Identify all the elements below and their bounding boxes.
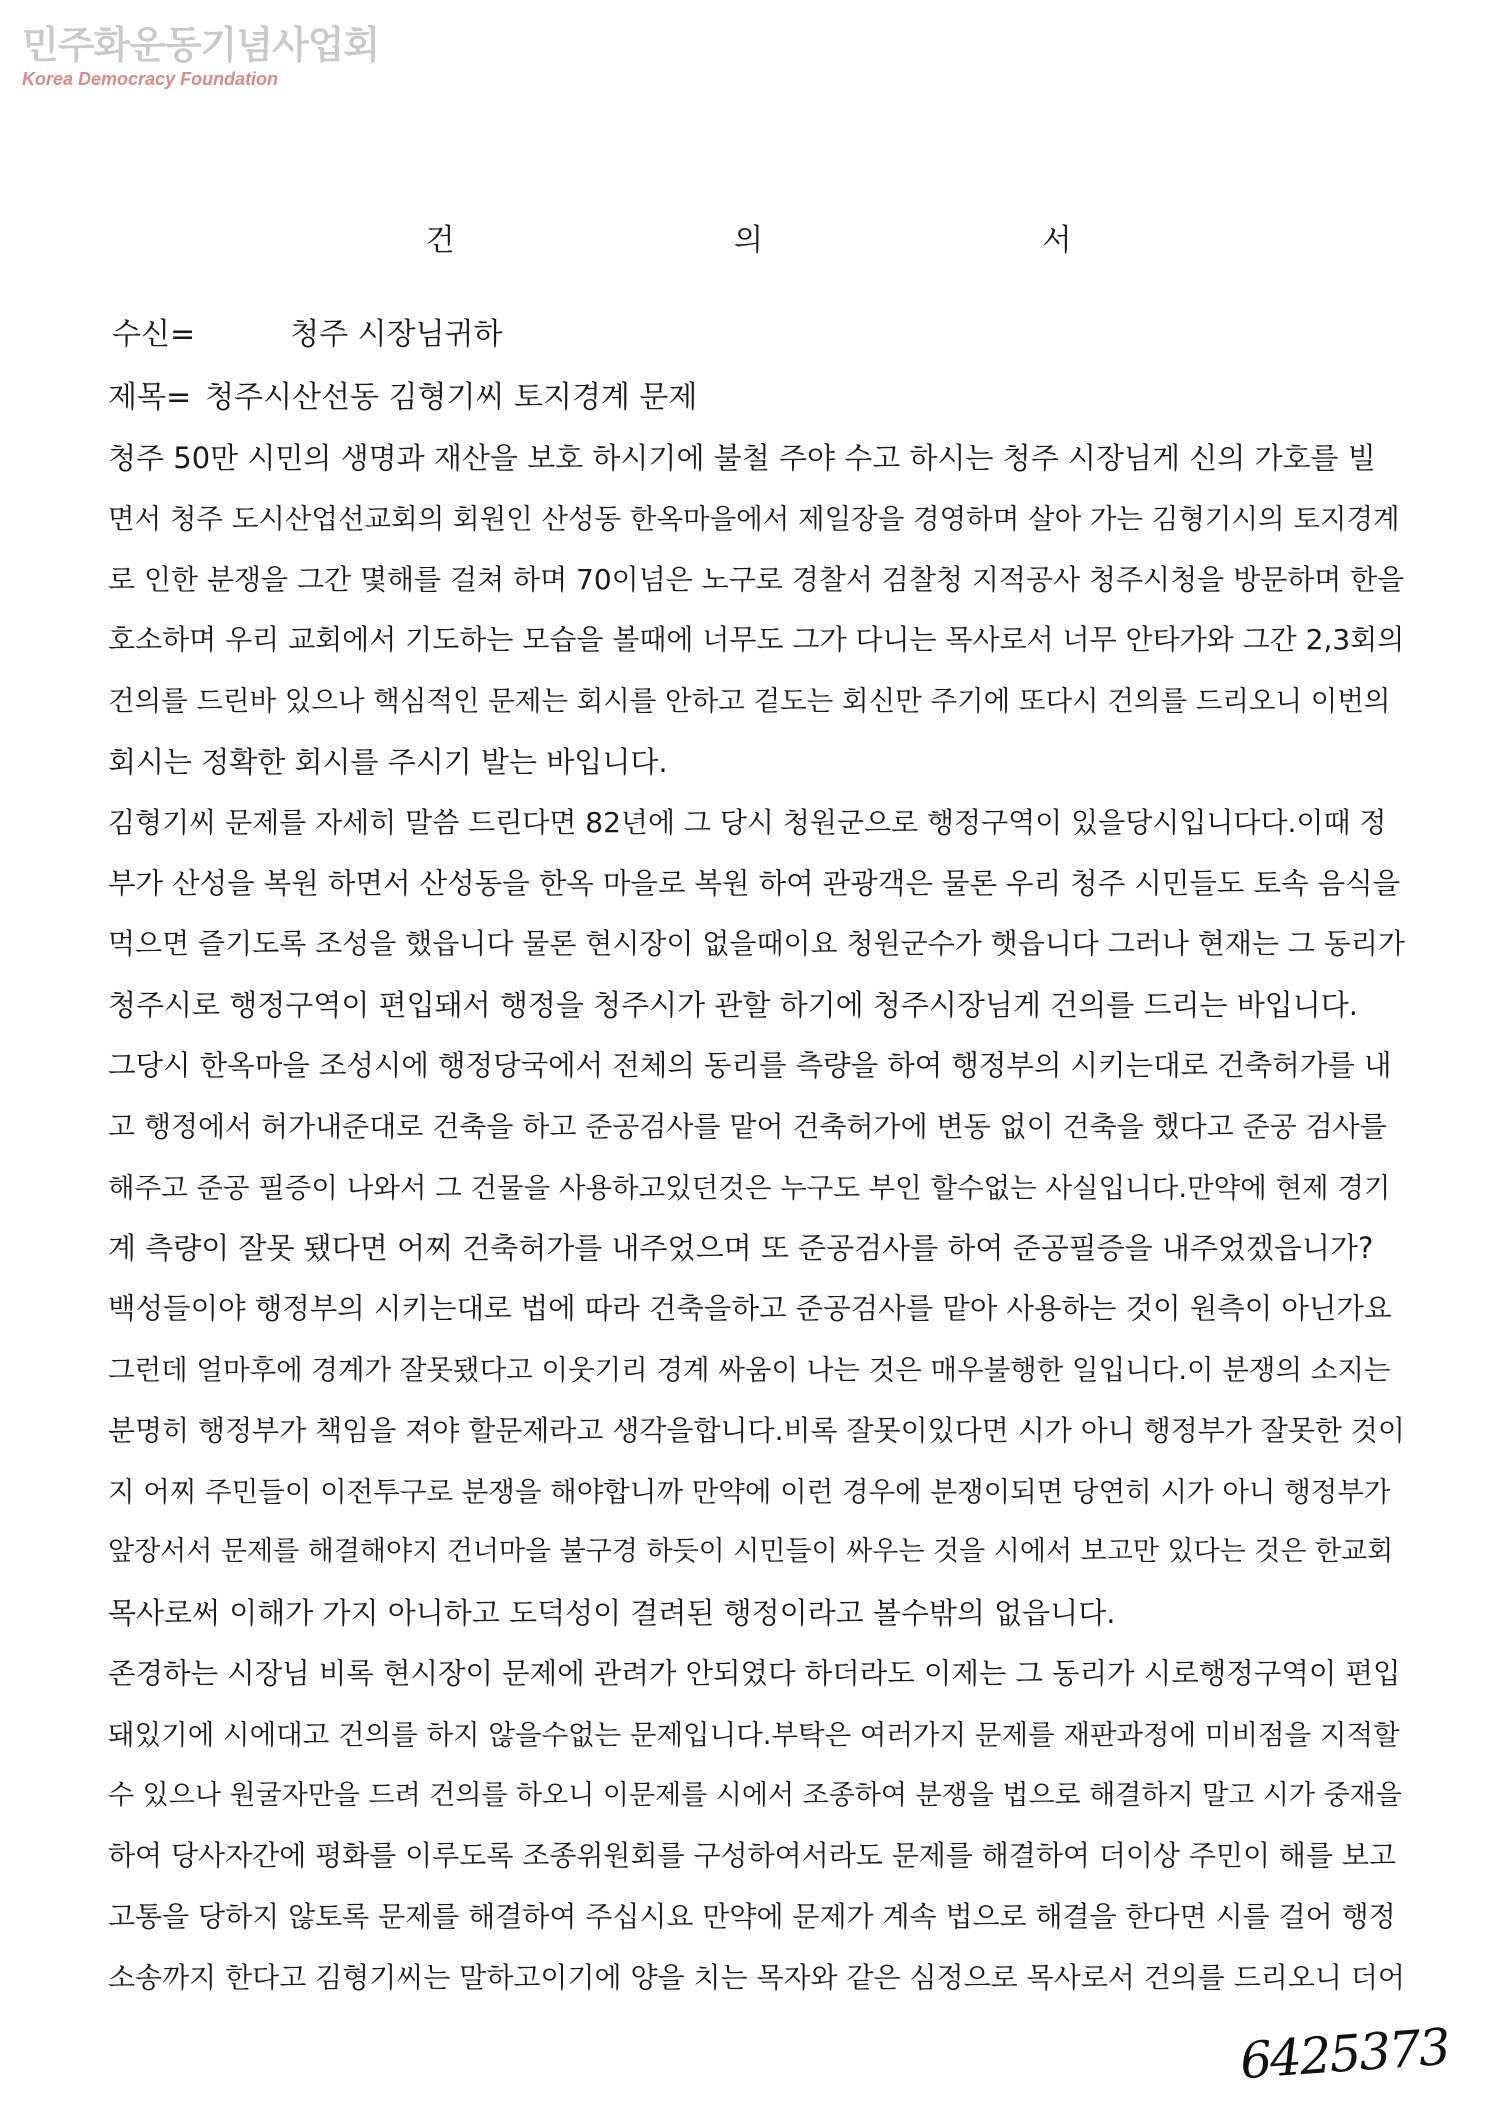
body-line: 돼있기에 시에대고 건의를 하지 않을수없는 문제입니다.부탁은 여러가지 문제를 재판과정에 미비점을 지적할: [108, 1719, 1400, 1751]
title-char: 의: [734, 223, 763, 258]
body-line: 해주고 준공 필증이 나와서 그 건물을 사용하고있던것은 누구도 부인 할수없는 사실입니다.만약에 현제 경기: [108, 1172, 1391, 1204]
body-line: 청주시로 행정구역이 편입돼서 행정을 청주시가 관할 하기에 청주시장님게 건의를 드리는 바입니다.: [108, 988, 1358, 1022]
body-line: 백성들이야 행정부의 시키는대로 법에 따라 건축을하고 준공검사를 맡아 사용하는 것이 원측이 아닌가요: [108, 1292, 1392, 1325]
body-line: 부가 산성을 복원 하면서 산성동을 한옥 마을로 복원 하여 관광객은 물론 우리 청주 시민들도 토속 음식을: [108, 867, 1401, 900]
watermark-logo: [22, 24, 379, 90]
document-title: [0, 215, 1497, 259]
body-line: 회시는 정확한 회시를 주시기 발는 바입니다.: [108, 745, 668, 779]
body-line: 앞장서서 문제를 해결해야지 건너마을 불구경 하듯이 시민들이 싸우는 것을 시에서 보고만 있다는 것은 한교회: [108, 1536, 1394, 1567]
recipient-value: 청주 시장님귀하: [290, 317, 503, 352]
recipient-line: [112, 317, 503, 353]
subject-line: [108, 380, 697, 416]
recipient-label: 수신=: [112, 317, 196, 352]
body-line: 면서 청주 도시산업선교회의 회원인 산성동 한옥마을에서 제일장을 경영하며 살아 가는 김형기시의 토지경계: [108, 503, 1400, 535]
body-line: 소송까지 한다고 김형기씨는 말하고이기에 양을 치는 목자와 같은 심정으로 목사로서 건의를 드리오니 더어: [108, 1961, 1405, 1994]
watermark-korean: 민주화운동기념사업회: [22, 23, 380, 67]
body-line: 하여 당사자간에 평화를 이루도록 조종위원회를 구성하여서라도 문제를 해결하여 더이상 주민이 해를 보고: [108, 1839, 1397, 1872]
body-line: 김형기씨 문제를 자세히 말씀 드린다면 82년에 그 당시 청원군으로 행정구역이 있을당시입니다다.이때 정: [108, 806, 1387, 839]
body-line: 그런데 얼마후에 경계가 잘못됐다고 이웃기리 경계 싸움이 나는 것은 매우불행한 일입니다.이 분쟁의 소지는: [108, 1354, 1391, 1386]
body-line: 호소하며 우리 교회에서 기도하는 모습을 볼때에 너무도 그가 다니는 목사로서 너무 안타가와 그간 2,3회의: [108, 623, 1405, 656]
body-line: 존경하는 시장님 비록 현시장이 문제에 관려가 안되였다 하더라도 이제는 그 동리가 시로행정구역이 편입: [108, 1657, 1401, 1690]
body-line: 지 어찌 주민들이 이전투구로 분쟁을 해야합니까 만약에 이런 경우에 분쟁이되면 당연히 시가 아니 행정부가: [108, 1476, 1391, 1508]
document-number-stamp: 6425373: [1238, 2017, 1451, 2091]
body-line: 수 있으나 원굴자만을 드려 건의를 하오니 이문제를 시에서 조종하여 분쟁을 법으로 해결하지 말고 시가 중재을: [108, 1780, 1402, 1811]
body-line: 목사로써 이해가 가지 아니하고 도덕성이 결려된 행정이라고 볼수밖의 없읍니다.: [108, 1596, 1116, 1630]
subject-label: 제목=: [108, 380, 192, 415]
body-line: 로 인한 분쟁을 그간 몇해를 걸쳐 하며 70이넘은 노구로 경찰서 검찰청 지적공사 청주시청을 방문하며 한을: [108, 563, 1405, 596]
body-line: 그당시 한옥마을 조성시에 행정당국에서 전체의 동리를 측량을 하여 행정부의 시키는대로 건축허가를 내: [108, 1049, 1392, 1082]
watermark-english: Korea Democracy Foundation: [22, 69, 279, 89]
body-line: 먹으면 즐기도록 조성을 했읍니다 물론 현시장이 없을때이요 청원군수가 햇읍니다 그러나 현재는 그 동리가: [108, 927, 1405, 960]
title-char: 서: [1042, 223, 1072, 258]
body-line: 청주 50만 시민의 생명과 재산을 보호 하시기에 불철 주야 수고 하시는 청주 시장님게 신의 가호를 빌: [108, 441, 1376, 475]
subject-value: 청주시산선동 김형기씨 토지경계 문제: [205, 380, 698, 415]
body-line: 계 측량이 잘못 됐다면 어찌 건축허가를 내주었으며 또 준공검사를 하여 준공필증을 내주었겠읍니가?: [108, 1231, 1374, 1265]
body-line: 분명히 행정부가 책임을 져야 할문제라고 생각을합니다.비록 잘못이있다면 시가 아니 행정부가 잘못한 것이: [108, 1414, 1405, 1447]
body-line: 고 행정에서 허가내준대로 건축을 하고 준공검사를 맡어 건축허가에 변동 없이 건축을 했다고 준공 검사를: [108, 1110, 1387, 1143]
title-char: 건: [425, 223, 455, 258]
body-line: 고통을 당하지 않토록 문제를 해결하여 주십시요 만약에 문제가 계속 법으로 해결을 한다면 시를 걸어 행정: [108, 1900, 1396, 1933]
body-line: 건의를 드린바 있으나 핵심적인 문제는 회시를 안하고 겉도는 회신만 주기에 또다시 건의를 드리오니 이번의: [108, 685, 1391, 717]
